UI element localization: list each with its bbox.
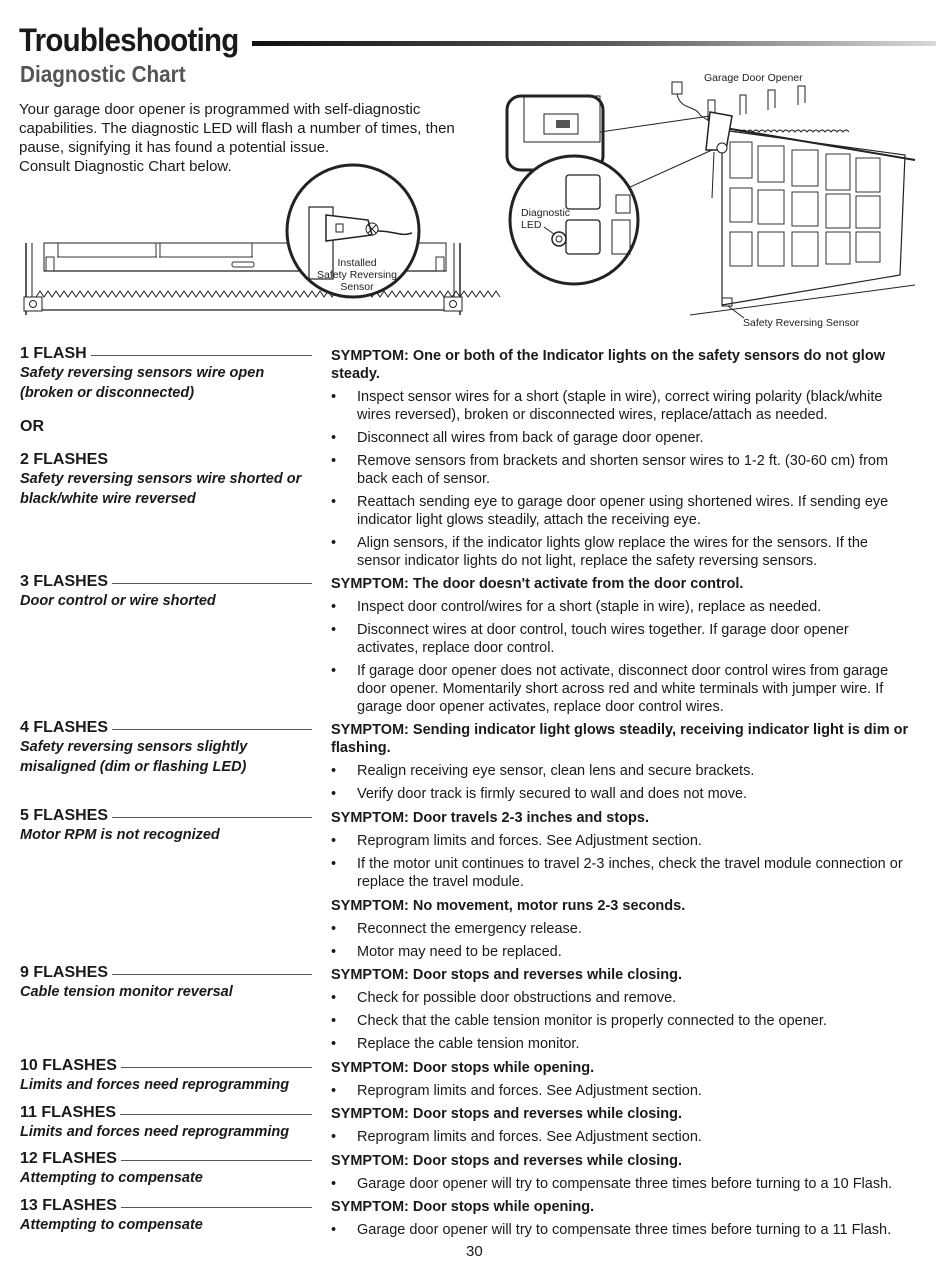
title-rule xyxy=(252,41,936,46)
flash-11-entry xyxy=(20,1104,312,1142)
symptom-3-block xyxy=(331,575,933,716)
led-callout-line1: Diagnostic xyxy=(521,207,571,219)
flash-description: Door control or wire shorted xyxy=(20,593,216,609)
symptom-heading: SYMPTOM: Door travels 2-3 inches and stops. xyxy=(331,810,650,826)
flash-description: Limits and forces need reprogramming xyxy=(20,1124,290,1140)
flash-description: Motor RPM is not recognized xyxy=(20,827,220,843)
flash-9-entry xyxy=(20,964,312,1002)
remedy-item: • Inspect sensor wires for a short (staple in wire), correct wiring polarity (black/white wires reversed), broken or disconnected wires, replace/attach as needed. xyxy=(331,388,933,424)
page-title: Troubleshooting xyxy=(19,22,239,58)
flash-description: Attempting to compensate xyxy=(20,1217,203,1233)
symptom-9-block xyxy=(331,966,933,1053)
flash-label: 5 FLASHES xyxy=(20,807,109,824)
flash-description: Cable tension monitor reversal xyxy=(20,984,233,1000)
symptom-1-block xyxy=(331,347,933,570)
remedy-item: • Replace the cable tension monitor. xyxy=(331,1035,933,1053)
remedy-list xyxy=(331,1082,933,1100)
flash-description: Safety reversing sensors wire open xyxy=(20,365,265,381)
symptom-line: steady. xyxy=(331,366,380,382)
flash-label: 13 FLASHES xyxy=(20,1197,117,1214)
or-label: OR xyxy=(20,418,44,435)
intro-line: capabilities. The diagnostic LED will flash a number of times, then xyxy=(19,120,455,137)
symptom-heading: SYMPTOM: Door stops and reverses while closing. xyxy=(331,1153,683,1169)
remedy-list xyxy=(331,1221,933,1239)
flash-4-entry xyxy=(20,719,312,777)
page-number: 30 xyxy=(466,1243,483,1260)
flash-1-entry xyxy=(20,345,312,403)
divider xyxy=(121,1207,312,1208)
remedy-item: • Verify door track is firmly secured to wall and does not move. xyxy=(331,785,933,803)
remedy-item: • If the motor unit continues to travel 2-3 inches, check the travel module connection or replace the travel module. xyxy=(331,855,933,891)
symptom-line: SYMPTOM: Sending indicator light glows steadily, receiving indicator light is dim or xyxy=(331,722,909,738)
symptom-heading: SYMPTOM: Door stops and reverses while closing. xyxy=(331,967,683,983)
remedy-item: • If garage door opener does not activate, disconnect door control wires from garage door opener. Momentarily short across red and white terminals with jumper wire. If garage door opener activates, replace door control wires. xyxy=(331,662,933,716)
remedy-item: • Reconnect the emergency release. xyxy=(331,920,933,938)
flash-description: misaligned (dim or flashing LED) xyxy=(20,759,247,775)
sensor-callout-line3: Sensor xyxy=(340,281,374,293)
symptom-4-block xyxy=(331,721,933,803)
symptom-line: SYMPTOM: One or both of the Indicator lights on the safety sensors do not glow xyxy=(331,348,885,364)
symptom-heading: SYMPTOM: The door doesn't activate from the door control. xyxy=(331,576,744,592)
remedy-list xyxy=(331,989,933,1053)
remedy-item: • Disconnect wires at door control, touch wires together. If garage door opener activates, replace door control. xyxy=(331,621,933,657)
symptom-13-block xyxy=(331,1198,933,1239)
opener-illustration xyxy=(500,70,940,335)
remedy-item: • Disconnect all wires from back of garage door opener. xyxy=(331,429,933,447)
intro-line: Your garage door opener is programmed with self-diagnostic xyxy=(19,101,421,118)
remedy-item: • Check that the cable tension monitor is properly connected to the opener. xyxy=(331,1012,933,1030)
remedy-item: • Realign receiving eye sensor, clean lens and secure brackets. xyxy=(331,762,933,780)
section-subtitle: Diagnostic Chart xyxy=(20,61,186,87)
remedy-item: • Reprogram limits and forces. See Adjustment section. xyxy=(331,1082,933,1100)
symptom-line: flashing. xyxy=(331,740,391,756)
symptom-heading: SYMPTOM: Door stops while opening. xyxy=(331,1060,595,1076)
symptom-11-block xyxy=(331,1105,933,1146)
flash-10-entry xyxy=(20,1057,312,1095)
flash-description: Safety reversing sensors slightly xyxy=(20,739,248,755)
remedy-item: • Reprogram limits and forces. See Adjustment section. xyxy=(331,832,933,850)
flash-label: 12 FLASHES xyxy=(20,1150,117,1167)
flash-description: Attempting to compensate xyxy=(20,1170,203,1186)
flash-label: 9 FLASHES xyxy=(20,964,109,981)
symptom-12-block xyxy=(331,1152,933,1193)
divider xyxy=(120,1114,312,1115)
divider xyxy=(112,729,312,730)
divider xyxy=(121,1067,312,1068)
remedy-list xyxy=(331,1128,933,1146)
flash-label: 4 FLASHES xyxy=(20,719,109,736)
sensor-callout-line2: Safety Reversing xyxy=(317,269,397,281)
flash-description: Limits and forces need reprogramming xyxy=(20,1077,290,1093)
sensor-illustration xyxy=(20,165,470,325)
flash-5-entry xyxy=(20,807,312,845)
remedy-list xyxy=(331,762,933,803)
flash-12-entry xyxy=(20,1150,312,1188)
flash-3-entry xyxy=(20,573,312,611)
symptom-heading: SYMPTOM: Door stops while opening. xyxy=(331,1199,595,1215)
led-callout-line2: LED xyxy=(521,219,542,231)
remedy-list xyxy=(331,388,933,570)
remedy-item: • Remove sensors from brackets and shorten sensor wires to 1-2 ft. (30-60 cm) from back each of sensor. xyxy=(331,452,933,488)
remedy-list xyxy=(331,1175,933,1193)
remedy-list xyxy=(331,920,933,961)
symptom-heading: SYMPTOM: Door stops and reverses while closing. xyxy=(331,1106,683,1122)
remedy-list xyxy=(331,832,933,891)
safety-sensor-callout: Safety Reversing Sensor xyxy=(743,317,860,329)
intro-line: pause, signifying it has found a potential issue. xyxy=(19,139,330,156)
remedy-item: • Align sensors, if the indicator lights glow replace the wires for the sensors. If the sensor indicator lights do not light, replace the safety reversing sensors. xyxy=(331,534,933,570)
divider xyxy=(112,974,312,975)
flash-label: 2 FLASHES xyxy=(20,451,109,468)
remedy-item: • Motor may need to be replaced. xyxy=(331,943,933,961)
flash-label: 11 FLASHES xyxy=(20,1104,117,1121)
flash-label: 10 FLASHES xyxy=(20,1057,117,1074)
divider xyxy=(121,1160,312,1161)
symptom-10-block xyxy=(331,1059,933,1100)
flash-13-entry xyxy=(20,1197,312,1235)
symptom-5b-block xyxy=(331,897,933,961)
symptom-5a-block xyxy=(331,809,933,891)
flash-2-entry xyxy=(20,451,312,509)
flash-description: (broken or disconnected) xyxy=(20,385,195,401)
remedy-item: • Inspect door control/wires for a short (staple in wire), replace as needed. xyxy=(331,598,933,616)
intro-line: Consult Diagnostic Chart below. xyxy=(19,158,232,175)
flash-label: 3 FLASHES xyxy=(20,573,109,590)
remedy-item: • Garage door opener will try to compensate three times before turning to a 10 Flash. xyxy=(331,1175,933,1193)
remedy-list xyxy=(331,598,933,716)
remedy-item: • Garage door opener will try to compensate three times before turning to a 11 Flash. xyxy=(331,1221,933,1239)
remedy-item: • Reprogram limits and forces. See Adjustment section. xyxy=(331,1128,933,1146)
remedy-item: • Check for possible door obstructions and remove. xyxy=(331,989,933,1007)
divider xyxy=(91,355,312,356)
remedy-item: • Reattach sending eye to garage door opener using shortened wires. If sending eye indicator light glows steadily, attach the receiving eye. xyxy=(331,493,933,529)
symptom-heading xyxy=(331,347,933,383)
flash-description: Safety reversing sensors wire shorted or xyxy=(20,471,302,487)
symptom-heading xyxy=(331,721,933,757)
symptom-heading: SYMPTOM: No movement, motor runs 2-3 seconds. xyxy=(331,898,686,914)
flash-description: black/white wire reversed xyxy=(20,491,196,507)
divider xyxy=(112,583,312,584)
opener-callout: Garage Door Opener xyxy=(704,72,803,84)
flash-label: 1 FLASH xyxy=(20,345,87,362)
sensor-callout-line1: Installed xyxy=(337,257,377,269)
divider xyxy=(112,817,312,818)
